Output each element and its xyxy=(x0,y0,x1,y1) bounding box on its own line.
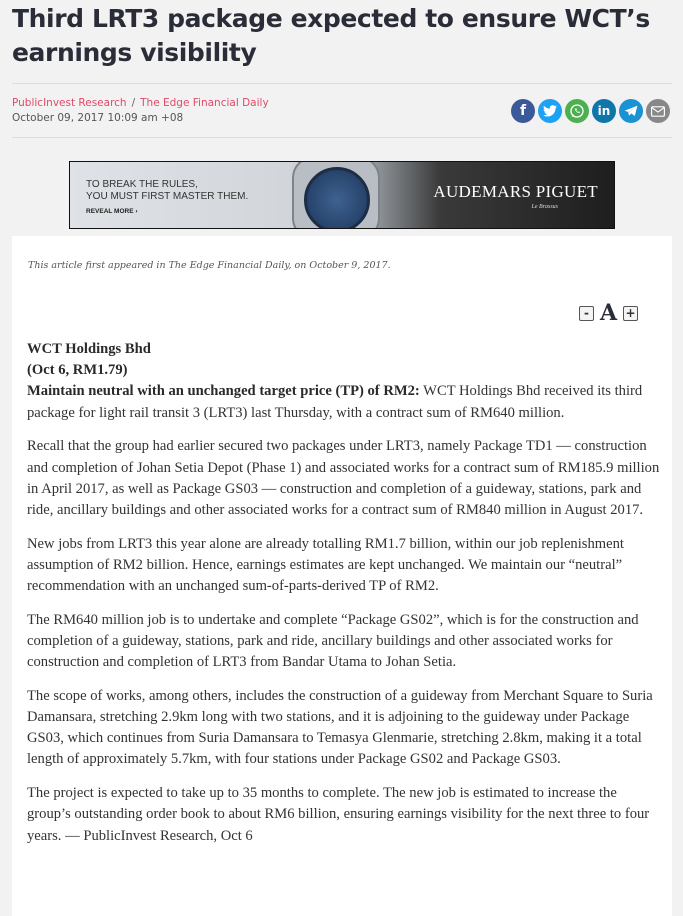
twitter-icon[interactable] xyxy=(538,99,562,123)
linkedin-icon[interactable]: in xyxy=(592,99,616,123)
source-note: This article first appeared in The Edge Financial Daily, on October 9, 2017. xyxy=(28,260,391,271)
advertisement-banner[interactable] xyxy=(69,161,615,229)
price-line: (Oct 6, RM1.79) xyxy=(27,362,128,379)
whatsapp-icon[interactable] xyxy=(565,99,589,123)
publication-link[interactable]: The Edge Financial Daily xyxy=(140,97,269,109)
ad-cta[interactable]: REVEAL MORE › xyxy=(86,208,138,215)
divider xyxy=(12,83,672,84)
divider xyxy=(12,137,672,138)
telegram-icon[interactable] xyxy=(619,99,643,123)
lead-paragraph xyxy=(27,339,662,424)
paragraph: New jobs from LRT3 this year alone are already totalling RM1.7 billion, within our job replenishment assumption of RM2 billion. Hence, earnings estimates are kept unchanged. We maintain our “neutral” recommendation with an unchanged sum-of-parts-derived TP of RM2. xyxy=(27,535,624,595)
font-size-controls xyxy=(579,302,638,324)
author-link[interactable]: PublicInvest Research xyxy=(12,97,127,109)
paragraph: The scope of works, among others, includes the construction of a guideway from Merchant Square to Suria Damansara, stretching 2.9km long with two stations, and it is adjoining to the guideway under Package GS03, which continues from Suria Damansara to Temasya Glenmarie, stretching 2.8km, making it a total length of approximately 5.7km, with four stations under Package GS02 and Package GS03. xyxy=(27,687,653,768)
lead-text: WCT Holdings Bhd received its third package for light rail transit 3 (LRT3) last Thursday, with a contract sum of RM640 million. xyxy=(27,383,643,421)
article-card xyxy=(12,236,672,916)
font-decrease-button[interactable]: - xyxy=(579,306,594,321)
watch-image xyxy=(292,161,380,229)
lead-bold: Maintain neutral with an unchanged target price (TP) of RM2: xyxy=(27,383,420,400)
ad-brand-sub: Le Brassus xyxy=(531,204,558,210)
publish-date: October 09, 2017 10:09 am +08 xyxy=(12,112,184,124)
paragraph: Recall that the group had earlier secured two packages under LRT3, namely Package TD1 — construction and completion of Johan Setia Depot (Phase 1) and associated works for a contract sum of RM185.9 million in April 2017, as well as Package GS03 — construction and completion of a guideway, stations, park and ride, ancillary buildings and other associated works for a contract sum of RM840 million in August 2017. xyxy=(27,438,660,518)
ad-headline xyxy=(86,179,248,203)
company-name: WCT Holdings Bhd xyxy=(27,341,151,357)
article-body xyxy=(27,339,662,859)
ad-line-1: TO BREAK THE RULES, xyxy=(86,179,198,190)
paragraph: The project is expected to take up to 35 months to complete. The new job is estimated to increase the group’s outstanding order book to about RM6 billion, ensuring earnings visibility for the next three to four years. — PublicInvest Research, Oct 6 xyxy=(27,785,650,844)
ad-line-2: YOU MUST FIRST MASTER THEM. xyxy=(86,191,249,202)
font-size-icon: A xyxy=(600,300,618,326)
facebook-icon[interactable]: f xyxy=(511,99,535,123)
email-icon[interactable] xyxy=(646,99,670,123)
paragraph: The RM640 million job is to undertake and complete “Package GS02”, which is for the construction and completion of a guideway, stations, park and ride, ancillary buildings and other associated works for construction and completion of LRT3 from Bandar Utama to Johan Setia. xyxy=(27,611,639,671)
article-title: Third LRT3 package expected to ensure WCT’s earnings visibility xyxy=(12,4,650,67)
share-bar xyxy=(511,99,670,123)
byline-separator: / xyxy=(131,97,136,109)
watch-dial xyxy=(304,167,370,229)
ad-brand: AUDEMARS PIGUET xyxy=(433,182,598,201)
article-meta xyxy=(12,96,269,126)
font-increase-button[interactable]: + xyxy=(623,306,638,321)
